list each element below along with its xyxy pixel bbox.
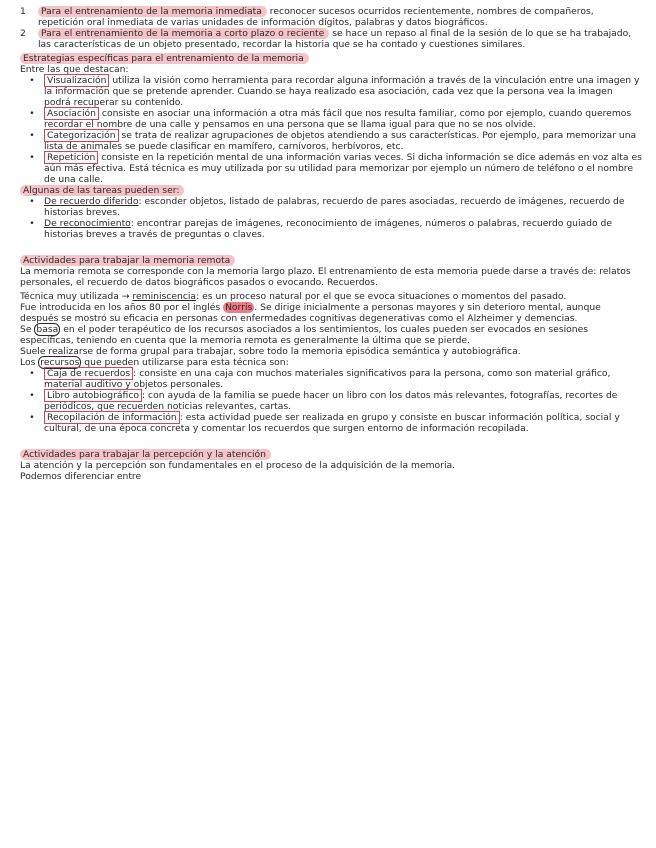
underlined-term: De reconocimiento xyxy=(44,218,131,229)
boxed-term: Categorización xyxy=(44,129,119,142)
perception-paragraph: Podemos diferenciar entre xyxy=(20,471,142,482)
list-item xyxy=(20,218,642,240)
remote-paragraph: Técnica muy utilizada → reminiscencia: es un proceso natural por el que se evoca situaciones o momentos del pasado. xyxy=(20,291,567,302)
bullet: • xyxy=(29,130,35,141)
list-item xyxy=(20,412,642,434)
numbered-item xyxy=(20,6,642,28)
list-item xyxy=(20,108,642,130)
remote-paragraph: La memoria remota se corresponde con la memoria largo plazo. El entrenamiento de esta memoria puede darse a través de: relatos personales, el recuerdo de datos biográficos pasados o evocando. Recuerdos. xyxy=(20,266,631,288)
remote-paragraph: Se basa en el poder terapéutico de los recursos asociados a los sentimientos, los cuales pueden ser evocados en sesiones específicas, teniendo en cuenta que la memoria remota es generalmente la última que se pierde. xyxy=(20,324,589,346)
item-text: reconocer sucesos ocurridos recientemente, nombres de compañeros, repetición oral inmediata de varias unidades de información dígitos, palabras y datos biográficos. xyxy=(38,6,594,28)
boxed-term: Repetición xyxy=(44,151,98,164)
list-item xyxy=(20,75,642,108)
item-text: : esconder objetos, listado de palabras, recuerdo de pares asociadas, recuerdo de imágenes, recuerdo de historias breves. xyxy=(44,196,625,218)
remote-paragraph: Suele realizarse de forma grupal para trabajar, sobre todo la memoria episódica semántica y autobiográfica. xyxy=(20,346,521,357)
item-text: : encontrar parejas de imágenes, reconocimiento de imágenes, números o palabras, recuerdo guiado de historias breves a través de preguntas o claves. xyxy=(44,218,613,240)
highlighted-name: Norris xyxy=(225,302,253,313)
item-text: consiste en la repetición mental de una información varias veces. Si dicha información se dice además en voz alta es aún más efectiva. Está técnica es muy utilizada por su utilidad para memorizar por ejemplo un número de teléfono o el nombre de una calle. xyxy=(44,152,642,185)
perception-paragraph: La atención y la percepción son fundamentales en el proceso de la adquisición de la memoria. xyxy=(20,460,456,471)
bullet: • xyxy=(29,218,35,229)
tasks-heading: Algunas de las tareas pueden ser: xyxy=(20,185,184,196)
numbered-item xyxy=(20,28,642,50)
list-item xyxy=(20,390,642,412)
item-text: : con ayuda de la familia se puede hacer un libro con los datos más relevantes, fotografías, recortes de periódicos, que recuerden noticias relevantes, cartas. xyxy=(44,390,618,412)
boxed-term: Libro autobiográfico xyxy=(44,389,142,402)
boxed-term: Visualización xyxy=(44,74,109,87)
strategies-heading: Estrategias específicas para el entrenamiento de la memoria xyxy=(20,53,309,64)
circled-word: basa xyxy=(36,324,59,335)
bullet: • xyxy=(29,196,35,207)
list-item xyxy=(20,152,642,185)
item-text: consiste en asociar una información a otra más fácil que nos resulta familiar, como por ejemplo, cuando queremos recordar el nombre de una calle y pensamos en una persona que se llama igual para que no se nos olvide. xyxy=(44,108,632,130)
list-item xyxy=(20,130,642,152)
item-text: : consiste en una caja con muchos materiales significativos para la persona, como son material gráfico, material auditivo y objetos personales. xyxy=(44,368,611,390)
item-number: 2 xyxy=(20,28,26,39)
bullet: • xyxy=(29,108,35,119)
highlighted-phrase: Para el entrenamiento de la memoria a corto plazo o reciente xyxy=(38,28,329,39)
item-number: 1 xyxy=(20,6,26,17)
bullet: • xyxy=(29,368,35,379)
boxed-term: Recopilación de información xyxy=(44,411,180,424)
remote-paragraph: Los recursos que pueden utilizarse para esta técnica son: xyxy=(20,357,289,368)
bullet: • xyxy=(29,152,35,163)
list-item xyxy=(20,368,642,390)
underlined-term: reminiscencia xyxy=(132,291,197,302)
strategies-intro: Entre las que destacan: xyxy=(20,64,129,75)
perception-heading: Actividades para trabajar la percepción y la atención xyxy=(20,449,271,460)
list-item xyxy=(20,196,642,218)
item-text: se hace un repaso al final de la sesión de lo que se ha trabajado, las características de un objeto presentado, recordar la historia que se ha contado y cuestiones similares. xyxy=(38,28,632,50)
highlighted-phrase: Para el entrenamiento de la memoria inmediata xyxy=(38,6,267,17)
item-text: se trata de realizar agrupaciones de objetos atendiendo a sus características. Por ejemplo, para memorizar una lista de animales se puede clasificar en mamífero, carnívoros, herbívoros, etc. xyxy=(44,130,637,152)
bullet: • xyxy=(29,390,35,401)
boxed-term: Asociación xyxy=(44,107,99,120)
item-text: utiliza la visión como herramienta para recordar alguna información a través de la vinculación entre una imagen y la información que se pretende aprender. Cuando se haya realizado esa asociación, cada vez que la persona vea la imagen podrá recuperar su contenido. xyxy=(44,75,640,108)
bullet: • xyxy=(29,75,35,86)
underlined-term: De recuerdo diferido xyxy=(44,196,139,207)
bullet: • xyxy=(29,412,35,423)
circled-word: recursos xyxy=(40,357,80,368)
remote-heading: Actividades para trabajar la memoria remota xyxy=(20,255,235,266)
item-text: : esta actividad puede ser realizada en grupo y consiste en buscar información política, social y cultural, de una época concreta y comentar los recuerdos que surgen entorno de información recopilada. xyxy=(44,412,620,434)
boxed-term: Caja de recuerdos xyxy=(44,367,133,380)
remote-paragraph: Fue introducida en los años 80 por el inglés Norris . Se dirige inicialmente a personas mayores y sin deterioro mental, aunque después se mostró su eficacia en personas con enfermedades cognitivas degenerativas como el Alzheimer y demencias. xyxy=(20,302,601,324)
